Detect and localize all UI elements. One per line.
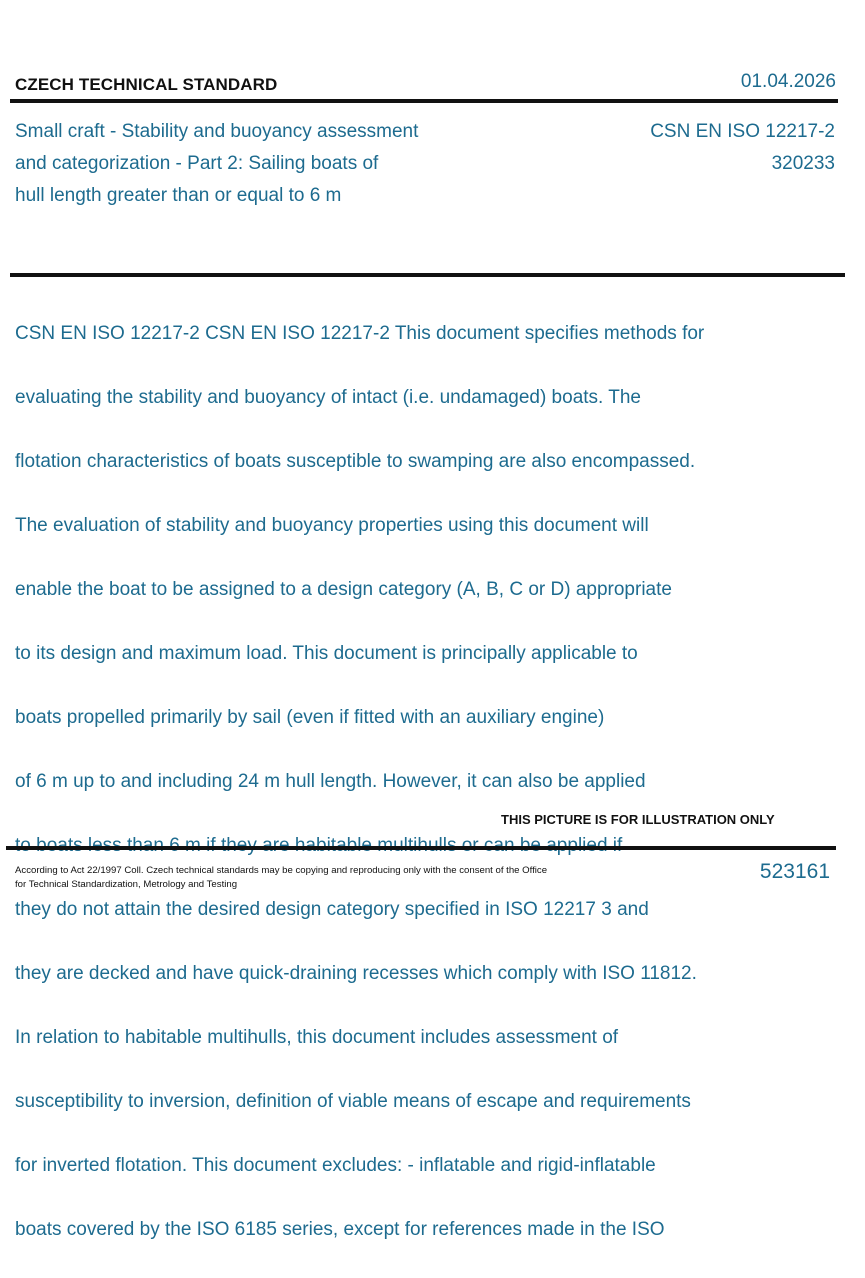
abstract-line: susceptibility to inversion, definition of viable means of escape and requirements <box>15 1091 691 1112</box>
document-abstract <box>15 286 845 1278</box>
abstract-line: flotation characteristics of boats susceptible to swamping are also encompassed. <box>15 451 696 472</box>
copyright-notice <box>15 864 615 891</box>
abstract-line: they are decked and have quick-draining recesses which comply with ISO 11812. <box>15 963 697 984</box>
footer-divider <box>6 846 836 850</box>
standard-class-number: 320233 <box>771 153 835 174</box>
abstract-line: CSN EN ISO 12217-2 CSN EN ISO 12217-2 This document specifies methods for <box>15 323 705 344</box>
document-title <box>15 116 505 212</box>
abstract-line: The evaluation of stability and buoyancy properties using this document will <box>15 515 649 536</box>
abstract-line: of 6 m up to and including 24 m hull length. However, it can also be applied <box>15 771 646 792</box>
abstract-line: In relation to habitable multihulls, this document includes assessment of <box>15 1027 619 1048</box>
abstract-line: enable the boat to be assigned to a design category (A, B, C or D) appropriate <box>15 579 672 600</box>
title-divider <box>10 273 845 277</box>
standard-code: CSN EN ISO 12217-2 <box>650 121 835 142</box>
copyright-line: for Technical Standardization, Metrology and Testing <box>15 878 238 890</box>
abstract-line: for inverted flotation. This document excludes: - inflatable and rigid-inflatable <box>15 1155 656 1176</box>
abstract-line: evaluating the stability and buoyancy of intact (i.e. undamaged) boats. The <box>15 387 641 408</box>
standard-date: 01.04.2026 <box>740 71 836 92</box>
illustration-notice: THIS PICTURE IS FOR ILLUSTRATION ONLY <box>501 812 775 827</box>
abstract-line: boats propelled primarily by sail (even if fitted with an auxiliary engine) <box>15 707 605 728</box>
abstract-line: to its design and maximum load. This document is principally applicable to <box>15 643 638 664</box>
header-divider <box>10 99 838 103</box>
copyright-line: According to Act 22/1997 Coll. Czech technical standards may be copying and reproducing only with the consent of the Office <box>15 865 548 876</box>
document-title-line: and categorization - Part 2: Sailing boats of <box>15 153 379 174</box>
abstract-line: they do not attain the desired design category specified in ISO 12217 3 and <box>15 899 649 920</box>
standard-header-title: CZECH TECHNICAL STANDARD <box>15 75 278 94</box>
standard-identifiers <box>650 116 835 180</box>
document-title-line: Small craft - Stability and buoyancy assessment <box>15 121 419 142</box>
catalog-number: 523161 <box>759 860 830 883</box>
document-title-line: hull length greater than or equal to 6 m <box>15 185 342 206</box>
abstract-line: boats covered by the ISO 6185 series, except for references made in the ISO <box>15 1219 665 1240</box>
